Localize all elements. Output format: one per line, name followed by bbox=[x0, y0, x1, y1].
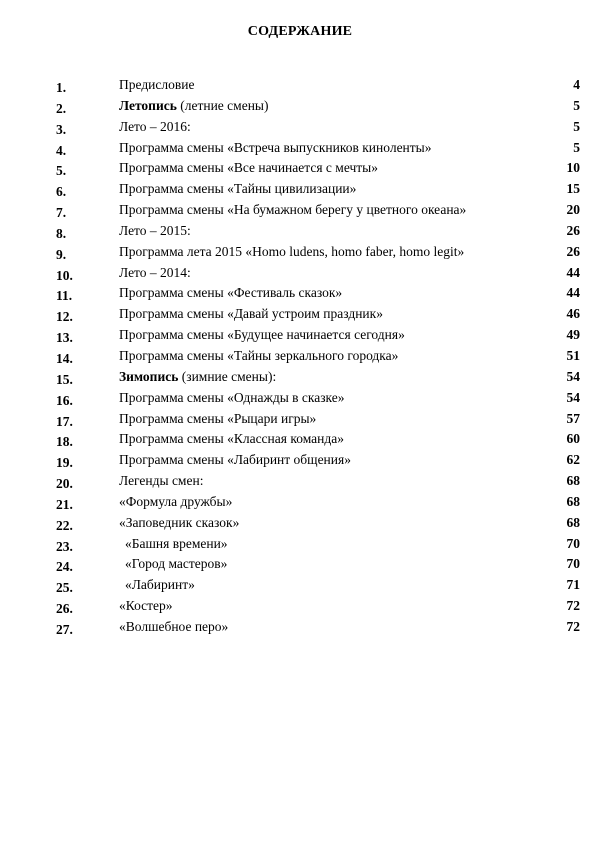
toc-entry[interactable] bbox=[0, 409, 600, 430]
toc-entry-page-number: 5 bbox=[573, 97, 580, 113]
toc-entry-page-number: 4 bbox=[573, 77, 580, 92]
toc-entry-title-text: Программа смены «Будущее начинается сегодня» bbox=[119, 327, 405, 343]
toc-entry-title bbox=[119, 325, 405, 346]
toc-entry-number: 10. bbox=[56, 267, 73, 283]
toc-entry[interactable] bbox=[0, 263, 600, 284]
toc-entry-page-number: 70 bbox=[566, 535, 580, 551]
toc-entry[interactable] bbox=[0, 534, 600, 555]
toc-entry-title-text: Лето – 2016: bbox=[119, 118, 191, 134]
toc-entry-title-text: «Костер» bbox=[119, 598, 173, 614]
toc-entry-title bbox=[119, 409, 316, 430]
toc-entry[interactable] bbox=[0, 221, 600, 242]
toc-entry-page-number: 71 bbox=[566, 577, 580, 593]
toc-entry[interactable] bbox=[0, 596, 600, 617]
toc-entry-number: 21. bbox=[56, 496, 73, 512]
toc-entry-number: 8. bbox=[56, 225, 67, 241]
toc-entry-title-text: (зимние смены): bbox=[178, 368, 277, 384]
toc-entry[interactable] bbox=[0, 429, 600, 450]
toc-entry-number: 11. bbox=[56, 288, 73, 304]
toc-entry[interactable] bbox=[0, 200, 600, 221]
toc-entry-title bbox=[119, 450, 351, 471]
toc-entry-number: 14. bbox=[56, 350, 73, 366]
toc-entry-title-text: Программа смены «Рыцари игры» bbox=[119, 410, 317, 426]
toc-entry-title bbox=[119, 242, 464, 263]
toc-entry-page-number: 51 bbox=[566, 347, 580, 363]
toc-entry-page-number: 49 bbox=[566, 327, 580, 343]
toc-entry[interactable] bbox=[0, 346, 600, 367]
toc-entry[interactable] bbox=[0, 117, 600, 138]
toc-entry-title bbox=[119, 117, 191, 138]
page-title: СОДЕРЖАНИЕ bbox=[247, 24, 353, 39]
toc-entry-title-text: Программа смены «Лабиринт общения» bbox=[119, 452, 351, 468]
toc-entry-title bbox=[119, 346, 398, 367]
toc-entry-title-text: Программа смены «Тайны зеркального городка» bbox=[119, 347, 399, 363]
toc-entry-page-number: 68 bbox=[566, 493, 580, 509]
toc-entry[interactable] bbox=[0, 179, 600, 200]
toc-entry-title bbox=[119, 138, 432, 159]
toc-entry-title bbox=[119, 471, 203, 492]
toc-entry-page-number: 44 bbox=[566, 264, 580, 280]
toc-entry-number: 13. bbox=[56, 330, 73, 346]
toc-entry[interactable] bbox=[0, 138, 600, 159]
toc-entry-title-bold: Зимопись bbox=[119, 368, 179, 384]
toc-entry-number: 26. bbox=[56, 601, 73, 617]
toc-entry-number: 15. bbox=[56, 371, 73, 387]
toc-entry-title-text: Легенды смен: bbox=[119, 473, 204, 489]
toc-entry[interactable] bbox=[0, 283, 600, 304]
toc-entry[interactable] bbox=[0, 492, 600, 513]
toc-entry-title-text: Программа смены «На бумажном берегу у цветного океана» bbox=[119, 202, 467, 218]
toc-entry[interactable] bbox=[0, 513, 600, 534]
toc-entry-number: 23. bbox=[56, 538, 73, 554]
toc-entry[interactable] bbox=[0, 575, 600, 596]
toc-entry-page-number: 68 bbox=[566, 514, 580, 530]
toc-entry-page-number: 54 bbox=[566, 368, 580, 384]
toc-entry[interactable] bbox=[0, 554, 600, 575]
toc-entry-title-text: Предисловие bbox=[119, 77, 195, 92]
toc-entry-page-number: 20 bbox=[566, 202, 580, 218]
toc-entry-page-number: 62 bbox=[566, 452, 580, 468]
toc-entry-number: 5. bbox=[56, 163, 67, 179]
toc-entry-title bbox=[125, 575, 195, 596]
toc-entry-title bbox=[125, 554, 227, 575]
toc-entry-title bbox=[119, 283, 342, 304]
toc-entry-page-number: 44 bbox=[566, 285, 580, 301]
toc-entry[interactable] bbox=[0, 304, 600, 325]
toc-entry-title bbox=[119, 221, 191, 242]
toc-entry[interactable] bbox=[0, 242, 600, 263]
toc-entry-title-text: «Волшебное перо» bbox=[119, 618, 229, 634]
toc-entry-title-text: Программа смены «Давай устроим праздник» bbox=[119, 306, 383, 322]
toc-entry-title-text: Программа смены «Классная команда» bbox=[119, 431, 344, 447]
toc-entry-title bbox=[119, 388, 345, 409]
toc-entry-page-number: 15 bbox=[566, 181, 580, 197]
toc-entry-page-number: 26 bbox=[566, 243, 580, 259]
toc-entry-number: 1. bbox=[56, 80, 67, 95]
toc-entry-title bbox=[125, 534, 228, 555]
toc-entry-number: 24. bbox=[56, 559, 73, 575]
toc-entry-page-number: 70 bbox=[566, 556, 580, 572]
table-of-contents bbox=[0, 75, 600, 638]
toc-entry-number: 6. bbox=[56, 184, 67, 200]
toc-entry-number: 3. bbox=[56, 121, 67, 137]
toc-entry-page-number: 26 bbox=[566, 222, 580, 238]
toc-entry-title bbox=[119, 179, 356, 200]
toc-entry-number: 25. bbox=[56, 580, 73, 596]
toc-entry[interactable] bbox=[0, 158, 600, 179]
toc-entry-title-text: Лето – 2015: bbox=[119, 222, 191, 238]
toc-entry-page-number: 72 bbox=[566, 598, 580, 614]
toc-entry-number: 9. bbox=[56, 246, 67, 262]
toc-entry-title-text: Программа смены «Встреча выпускников киноленты» bbox=[119, 139, 432, 155]
toc-entry[interactable] bbox=[0, 471, 600, 492]
toc-entry[interactable] bbox=[0, 325, 600, 346]
toc-entry-title bbox=[119, 96, 269, 117]
toc-entry-number: 20. bbox=[56, 476, 73, 492]
toc-entry-page-number: 60 bbox=[566, 431, 580, 447]
toc-entry[interactable] bbox=[0, 617, 600, 638]
toc-entry-page-number: 68 bbox=[566, 473, 580, 489]
toc-entry-title bbox=[119, 617, 228, 638]
toc-entry-title-text: Программа смены «Тайны цивилизации» bbox=[119, 181, 357, 197]
toc-entry-number: 22. bbox=[56, 517, 73, 533]
toc-entry-title bbox=[119, 75, 194, 96]
toc-entry-page-number: 72 bbox=[566, 618, 580, 634]
toc-entry-title bbox=[119, 492, 232, 513]
toc-entry[interactable] bbox=[0, 450, 600, 471]
toc-entry-number: 17. bbox=[56, 413, 73, 429]
toc-entry-title-text: «Башня времени» bbox=[125, 535, 228, 551]
toc-entry-title-text: (летние смены) bbox=[176, 97, 269, 113]
toc-entry-title bbox=[119, 367, 276, 388]
toc-entry-title bbox=[119, 263, 191, 284]
toc-entry-title bbox=[119, 596, 173, 617]
toc-entry-page-number: 10 bbox=[566, 160, 580, 176]
toc-entry-title-text: Программа смены «Все начинается с мечты» bbox=[119, 160, 378, 176]
toc-entry-title-bold: Летопись bbox=[119, 97, 177, 113]
toc-entry-title bbox=[119, 200, 466, 221]
toc-entry-title bbox=[119, 158, 378, 179]
toc-entry-title-text: «Лабиринт» bbox=[125, 577, 195, 593]
toc-entry-title-text: Лето – 2014: bbox=[119, 264, 191, 280]
toc-entry-page-number: 57 bbox=[566, 410, 580, 426]
toc-entry[interactable] bbox=[0, 367, 600, 388]
toc-entry-number: 4. bbox=[56, 142, 67, 158]
toc-entry-number: 27. bbox=[56, 621, 73, 637]
toc-entry-page-number: 5 bbox=[573, 118, 580, 134]
toc-entry-title-text: Программа смены «Фестиваль сказок» bbox=[119, 285, 343, 301]
toc-entry-title bbox=[119, 513, 239, 534]
toc-entry-title bbox=[119, 429, 344, 450]
toc-entry-page-number: 46 bbox=[566, 306, 580, 322]
toc-entry[interactable] bbox=[0, 96, 600, 117]
toc-entry-number: 7. bbox=[56, 205, 67, 221]
toc-entry-title-text: «Город мастеров» bbox=[125, 556, 228, 572]
toc-entry-number: 18. bbox=[56, 434, 73, 450]
toc-entry-title bbox=[119, 304, 383, 325]
toc-entry-number: 12. bbox=[56, 309, 73, 325]
toc-entry-number: 2. bbox=[56, 100, 67, 116]
toc-entry-title-text: «Формула дружбы» bbox=[119, 493, 233, 509]
toc-entry-number: 16. bbox=[56, 392, 73, 408]
toc-entry-page-number: 54 bbox=[566, 389, 580, 405]
toc-entry-title-text: «Заповедник сказок» bbox=[119, 514, 240, 530]
toc-entry-title-text: Программа лета 2015 «Homo ludens, homo faber, homo legit» bbox=[119, 243, 465, 259]
toc-entry-title-text: Программа смены «Однажды в сказке» bbox=[119, 389, 345, 405]
toc-entry-number: 19. bbox=[56, 455, 73, 471]
toc-entry[interactable] bbox=[0, 388, 600, 409]
toc-entry[interactable] bbox=[0, 75, 600, 96]
toc-entry-page-number: 5 bbox=[573, 139, 580, 155]
